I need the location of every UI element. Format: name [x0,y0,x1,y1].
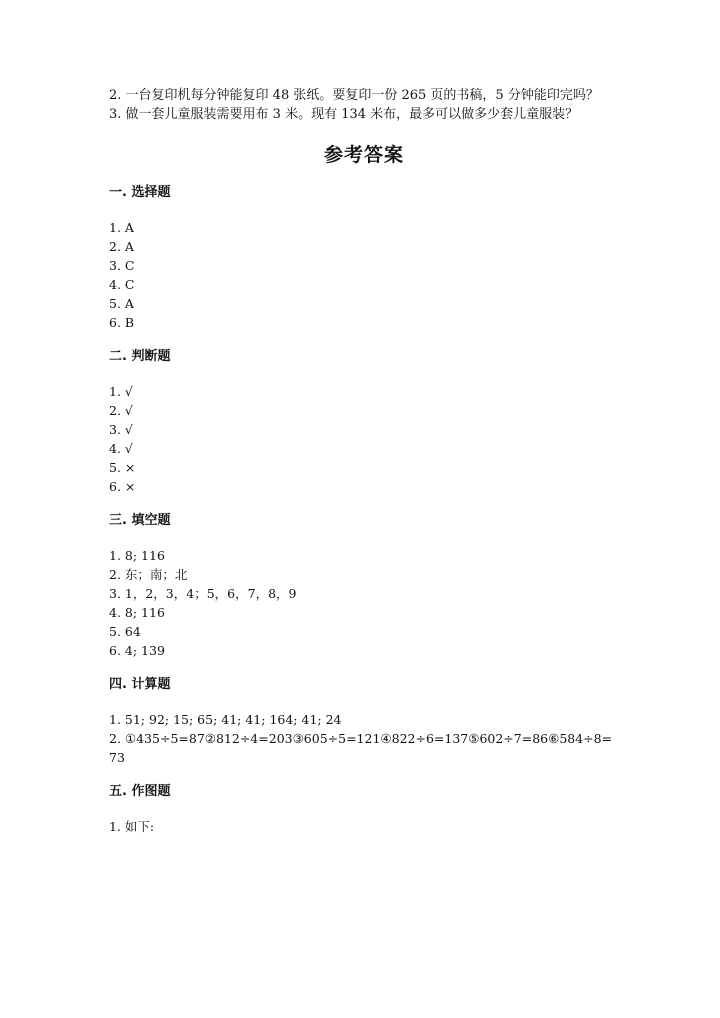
answer-title: 参考答案 [323,144,404,166]
section-title: 一. 选择题 [109,185,171,200]
answer-item: 6. × [109,479,136,494]
answer-item: 1. √ [109,384,133,399]
document-page [109,86,619,836]
answer-item: 1. 8; 116 [109,548,165,563]
answer-item: 1. 51; 92; 15; 65; 41; 41; 164; 41; 24 [109,712,342,727]
answer-item: 4. 8; 116 [109,605,165,620]
answer-item: 6. B [109,315,135,330]
answer-item: 3. C [109,258,135,273]
answer-item: 2. √ [109,403,133,418]
answer-item: 4. √ [109,441,133,456]
answer-item: 5. × [109,460,136,475]
answer-item: 2. 东；南；北 [109,567,188,582]
section-title: 三. 填空题 [109,513,171,528]
answer-item: 3. √ [109,422,133,437]
answer-item: 2. ①435÷5=87②812÷4=203③605÷5=121④822÷6=137⑤602÷7=86⑥584÷8=73 [109,731,613,765]
section-drawing [109,783,619,836]
section-calculation [109,676,619,767]
answer-item: 1. 如下: [109,819,155,834]
section-choice [109,184,619,332]
section-judge [109,348,619,496]
section-fill-blank [109,512,619,660]
answer-item: 1. A [109,220,134,235]
answer-item: 5. A [109,296,134,311]
answer-item: 6. 4; 139 [109,643,165,658]
section-title: 五. 作图题 [109,784,171,799]
question-3: 3. 做一套儿童服装需要用布 3 米。现有 134 米布，最多可以做多少套儿童服装？ [109,107,579,122]
answer-item: 3. 1，2，3，4；5，6，7，8，9 [109,586,297,601]
answer-item: 2. A [109,239,134,254]
question-2: 2. 一台复印机每分钟能复印 48 张纸。要复印一份 265 页的书稿，5 分钟能印完吗？ [109,88,599,103]
section-title: 四. 计算题 [109,677,171,692]
answer-item: 4. C [109,277,135,292]
answer-item: 5. 64 [109,624,141,639]
section-title: 二. 判断题 [109,349,171,364]
